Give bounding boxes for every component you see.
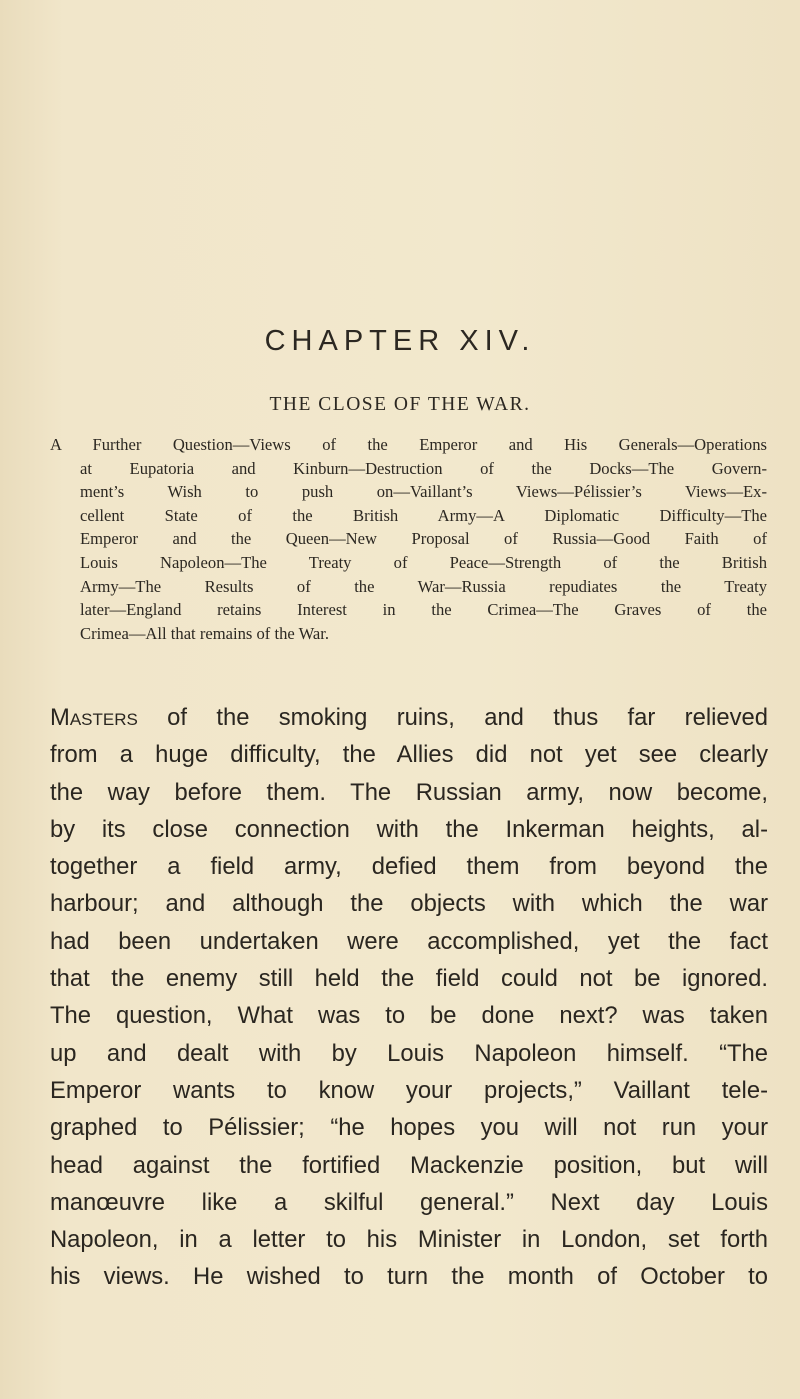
summary-line: Louis Napoleon—The Treaty of Peace—Strength of the British	[80, 552, 767, 572]
summary-line: ment’s Wish to push on—Vaillant’s Views—Pélissier’s Views—Ex-	[80, 482, 767, 502]
body-line: Emperor wants to know your projects,” Vaillant tele-	[50, 1076, 768, 1104]
body-line: the way before them. The Russian army, now become,	[50, 778, 768, 806]
body-line: that the enemy still held the field could not be ignored.	[50, 965, 768, 993]
chapter-summary	[50, 433, 767, 645]
summary-line: Crimea—All that remains of the War.	[80, 623, 330, 643]
body-line: Napoleon, in a letter to his Minister in London, set forth	[50, 1226, 768, 1254]
body-line: had been undertaken were accomplished, yet the fact	[50, 927, 768, 955]
body-line: The question, What was to be done next? was taken	[50, 1002, 768, 1030]
opening-word: Masters	[50, 704, 138, 731]
summary-line: Army—The Results of the War—Russia repudiates the Treaty	[80, 576, 767, 596]
summary-line: cellent State of the British Army—A Diplomatic Difficulty—The	[80, 505, 767, 525]
body-line: manœuvre like a skilful general.” Next day Louis	[50, 1188, 768, 1216]
body-line: up and dealt with by Louis Napoleon himself. “The	[50, 1039, 768, 1067]
body-line: Masters of the smoking ruins, and thus far relieved	[50, 704, 768, 731]
summary-line: Emperor and the Queen—New Proposal of Russia—Good Faith of	[80, 529, 767, 549]
body-line: his views. He wished to turn the month of October to	[50, 1263, 768, 1291]
chapter-title: THE CLOSE OF THE WAR.	[269, 394, 531, 415]
body-line: harbour; and although the objects with which the war	[50, 890, 768, 918]
summary-line: A Further Question—Views of the Emperor and His Generals—Operations	[50, 435, 767, 454]
body-line: graphed to Pélissier; “he hopes you will not run your	[50, 1114, 768, 1142]
body-paragraph	[50, 699, 768, 1296]
body-line: together a field army, defied them from beyond the	[50, 853, 768, 881]
body-line: head against the fortified Mackenzie position, but will	[50, 1151, 768, 1179]
summary-line: later—England retains Interest in the Crimea—The Graves of the	[80, 600, 767, 620]
body-line: by its close connection with the Inkerman heights, al-	[50, 815, 768, 843]
body-line: from a huge difficulty, the Allies did not yet see clearly	[50, 741, 768, 769]
chapter-heading: CHAPTER XIV.	[264, 325, 536, 357]
summary-line: at Eupatoria and Kinburn—Destruction of the Docks—The Govern-	[80, 458, 767, 478]
